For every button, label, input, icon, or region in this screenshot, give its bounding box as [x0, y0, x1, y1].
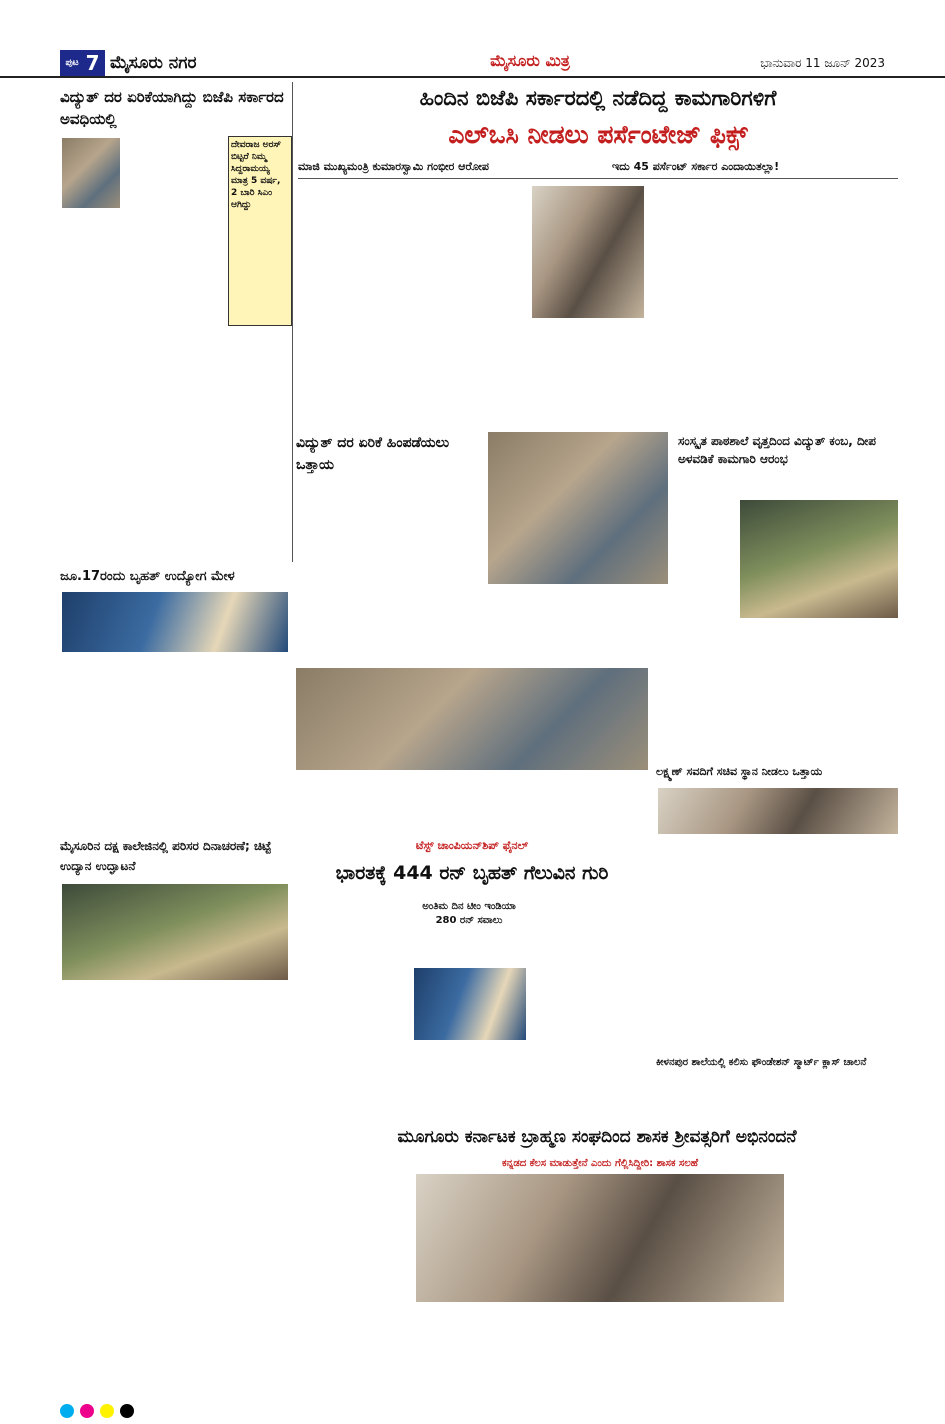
section-name: ಮೈಸೂರು ನಗರ — [110, 53, 197, 73]
lead-headline-1: ಹಿಂದಿನ ಬಿಜೆಪಿ ಸರ್ಕಾರದಲ್ಲಿ ನಡೆದಿದ್ದ ಕಾಮಗಾರಿಗಳಿಗೆ — [419, 86, 777, 110]
brahmin-photo — [416, 1174, 784, 1302]
column-rule — [292, 82, 293, 562]
cricket-kicker: ಟೆಸ್ಟ್ ಚಾಂಪಿಯನ್‌ಶಿಪ್ ಫೈನಲ್ — [415, 839, 529, 852]
lakshman-photo — [658, 788, 898, 834]
lead-subhead-2: ಇದು 45 ಪರ್ಸೆಂಟ್ ಸರ್ಕಾರ ಎಂದಾಯಿತಲ್ಲಾ! — [612, 160, 780, 173]
registration-mark — [100, 1404, 114, 1418]
lakshman-headline: ಲಕ್ಷ್ಮಣ್ ಸವದಿಗೆ ಸಚಿವ ಸ್ಥಾನ ನೀಡಲು ಒತ್ತಾಯ — [656, 765, 823, 778]
college-photo — [62, 884, 288, 980]
dateline: ಭಾನುವಾರ 11 ಜೂನ್ 2023 — [760, 56, 885, 70]
lead-subhead-1: ಮಾಜಿ ಮುಖ್ಯಮಂತ್ರಿ ಕುಮಾರಸ್ವಾಮಿ ಗಂಭೀರ ಆರೋಪ — [298, 160, 489, 173]
quote-text: ದೇವರಾಜ ಅರಸ್ ಬಿಟ್ಟರೆ ನಿಮ್ಮ ಸಿದ್ದರಾಮಯ್ಯ ಮಾತ್ರ 5 ವರ್ಷ, 2 ಬಾರಿ ಸಿಎಂ ಆಗಿದ್ದು — [231, 140, 282, 210]
cricket-photo — [414, 968, 526, 1040]
group-photo — [296, 668, 648, 770]
power-photo — [488, 432, 668, 584]
cricket-box: ಅಂತಿಮ ದಿನ ಟೀಂ ಇಂಡಿಯಾ 280 ರನ್ ಸವಾಲು — [422, 901, 516, 926]
school-headline: ಕೀಳನಪುರ ಶಾಲೆಯಲ್ಲಿ ಕಲಿಸು ಫೌಂಡೇಶನ್ ಸ್ಮಾರ್ಟ್ ಕ್ಲಾಸ್ ಚಾಲನೆ — [656, 1057, 867, 1068]
brahmin-headline: ಮೂಗೂರು ಕರ್ನಾಟಕ ಬ್ರಾಹ್ಮಣ ಸಂಘದಿಂದ ಶಾಸಕ ಶ್ರೀವತ್ಸರಿಗೆ ಅಭಿನಂದನೆ — [397, 1127, 797, 1147]
politician-photo — [62, 138, 120, 208]
left-top-headline: ವಿದ್ಯುತ್ ದರ ಏರಿಕೆಯಾಗಿದ್ದು ಬಿಜೆಪಿ ಸರ್ಕಾರದ ಅವಧಿಯಲ್ಲಿ — [60, 88, 284, 128]
registration-mark — [80, 1404, 94, 1418]
cricket-headline: ಭಾರತಕ್ಕೆ 444 ರನ್ ಬೃಹತ್ ಗೆಲುವಿನ ಗುರಿ — [335, 862, 609, 884]
page-number-badge: $^{ಪುಟ}$ 7 — [60, 50, 105, 76]
power-headline: ವಿದ್ಯುತ್ ದರ ಏರಿಕೆ ಹಿಂಪಡೆಯಲು ಒತ್ತಾಯ — [296, 435, 450, 473]
sanskrit-headline: ಸಂಸ್ಕೃತ ಪಾಠಶಾಲೆ ವೃತ್ತದಿಂದ ವಿದ್ಯುತ್ ಕಂಬ, ದೀಪ ಅಳವಡಿಕೆ ಕಾಮಗಾರಿ ಆರಂಭ — [678, 434, 876, 466]
left-top-body — [124, 138, 224, 608]
registration-mark — [60, 1404, 74, 1418]
brahmin-photo-caption: ಕನ್ನಡದ ಕೆಲಸ ಮಾಡುತ್ತೇನೆ ಎಂದು ಗೆಲ್ಲಿಸಿದ್ದೀರಿ: ಶಾಸಕ ಸಲಹೆ — [501, 1158, 699, 1169]
registration-mark — [120, 1404, 134, 1418]
sanskrit-photo — [740, 500, 898, 618]
masthead: ಮೈಸೂರು ಮಿತ್ರ — [490, 51, 570, 70]
quote-box — [228, 136, 292, 326]
job-fair-headline: ಜೂ.17ರಂದು ಬೃಹತ್ ಉದ್ಯೋಗ ಮೇಳ — [60, 569, 235, 584]
kumaraswamy-photo — [532, 186, 644, 318]
lead-headline-2: ಎಲ್ಒಸಿ ನೀಡಲು ಪರ್ಸೆಂಟೇಜ್ ಫಿಕ್ಸ್ — [448, 120, 748, 149]
lead-rule — [298, 178, 898, 179]
job-fair-photo — [62, 592, 288, 652]
college-headline: ಮೈಸೂರಿನ ದಕ್ಷ ಕಾಲೇಜಿನಲ್ಲಿ ಪರಿಸರ ದಿನಾಚರಣೆ; ಚಿಟ್ಟೆ ಉದ್ಯಾನ ಉದ್ಘಾಟನೆ — [60, 839, 272, 873]
